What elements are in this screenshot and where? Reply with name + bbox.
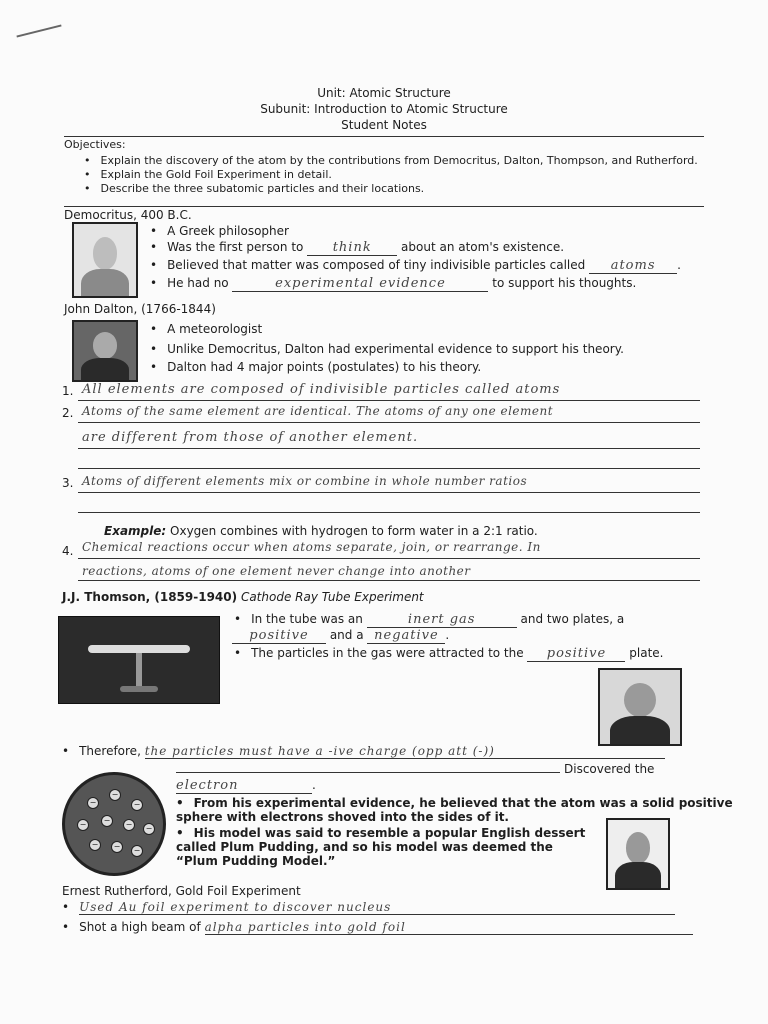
discovered-answer: electron . xyxy=(176,778,316,793)
thomson-bullet-cont: positive and a negative . xyxy=(232,628,449,644)
answer-line xyxy=(78,422,700,423)
postulate-answer: Atoms of the same element are identical. The atoms of any one element xyxy=(82,404,554,418)
answer-line xyxy=(78,492,700,493)
rutherford-heading: Ernest Rutherford, Gold Foil Experiment xyxy=(62,884,301,898)
unit-title: Unit: Atomic Structure xyxy=(317,86,451,100)
model-description: • From his experimental evidence, he believed that the atom was a solid positive xyxy=(176,796,733,810)
answer-line xyxy=(78,580,700,581)
postulate-number: 2. xyxy=(62,406,74,420)
cathode-ray-tube-photo xyxy=(58,616,220,704)
objectives-label: Objectives: xyxy=(64,138,126,151)
dalton-bullet: • Unlike Democritus, Dalton had experimental evidence to support his theory. xyxy=(150,342,624,356)
thomson-bullet: • The particles in the gas were attracted to the positive plate. xyxy=(234,646,664,662)
thomson-heading: J.J. Thomson, (1859-1940) Cathode Ray Tube Experiment xyxy=(62,590,424,604)
dalton-bullet: • Dalton had 4 major points (postulates) to his theory. xyxy=(150,360,481,374)
rutherford-portrait xyxy=(606,818,670,890)
democritus-bullet: • Was the first person to think about an atom's existence. xyxy=(150,240,564,256)
answer-line xyxy=(78,512,700,513)
notes-title: Student Notes xyxy=(341,118,427,132)
democritus-bullet: • Believed that matter was composed of tiny indivisible particles called atoms . xyxy=(150,258,681,274)
postulate-answer: Chemical reactions occur when atoms separate, join, or rearrange. In xyxy=(82,540,541,554)
plum-pudding-model-image: − − − − − − − − − − xyxy=(62,772,166,876)
objective-item: • Explain the Gold Foil Experiment in detail. xyxy=(84,168,332,181)
subunit-title: Subunit: Introduction to Atomic Structure xyxy=(260,102,508,116)
democritus-bullet: • A Greek philosopher xyxy=(150,224,289,238)
postulate-answer: reactions, atoms of one element never change into another xyxy=(82,564,471,578)
postulate-answer: are different from those of another element. xyxy=(82,430,419,445)
objective-item: • Explain the discovery of the atom by the contributions from Democritus, Dalton, Thompson, and Rutherford. xyxy=(84,154,698,167)
model-description: called Plum Pudding, and so his model was deemed the xyxy=(176,840,553,854)
example-line: Example: Oxygen combines with hydrogen to form water in a 2:1 ratio. xyxy=(104,524,538,538)
thomson-portrait xyxy=(598,668,682,746)
divider xyxy=(64,206,704,207)
discovered-label: Discovered the xyxy=(564,762,655,776)
answer-line xyxy=(78,558,700,559)
answer-line xyxy=(176,772,560,773)
dalton-portrait xyxy=(72,320,138,382)
divider xyxy=(64,136,704,137)
rutherford-bullet: • Used Au foil experiment to discover nucleus xyxy=(62,900,675,915)
therefore-line: • Therefore, the particles must have a -ive charge (opp att (-)) xyxy=(62,744,665,759)
democritus-heading: Democritus, 400 B.C. xyxy=(64,208,192,222)
model-description: sphere with electrons shoved into the sides of it. xyxy=(176,810,509,824)
postulate-number: 4. xyxy=(62,544,74,558)
answer-line xyxy=(78,448,700,449)
model-description: • His model was said to resemble a popular English dessert xyxy=(176,826,585,840)
thomson-bullet: • In the tube was an inert gas and two plates, a xyxy=(234,612,624,628)
pen-mark xyxy=(16,24,61,37)
democritus-portrait xyxy=(72,222,138,298)
dalton-heading: John Dalton, (1766-1844) xyxy=(64,302,216,316)
dalton-bullet: • A meteorologist xyxy=(150,322,262,336)
postulate-answer: All elements are composed of indivisible particles called atoms xyxy=(82,382,561,397)
democritus-bullet: • He had no experimental evidence to support his thoughts. xyxy=(150,276,636,292)
rutherford-bullet: • Shot a high beam of alpha particles into gold foil xyxy=(62,920,693,935)
answer-line xyxy=(78,400,700,401)
answer-line xyxy=(78,468,700,469)
postulate-answer: Atoms of different elements mix or combine in whole number ratios xyxy=(82,474,528,488)
postulate-number: 3. xyxy=(62,476,74,490)
model-description: “Plum Pudding Model.” xyxy=(176,854,336,868)
objective-item: • Describe the three subatomic particles and their locations. xyxy=(84,182,424,195)
postulate-number: 1. xyxy=(62,384,74,398)
